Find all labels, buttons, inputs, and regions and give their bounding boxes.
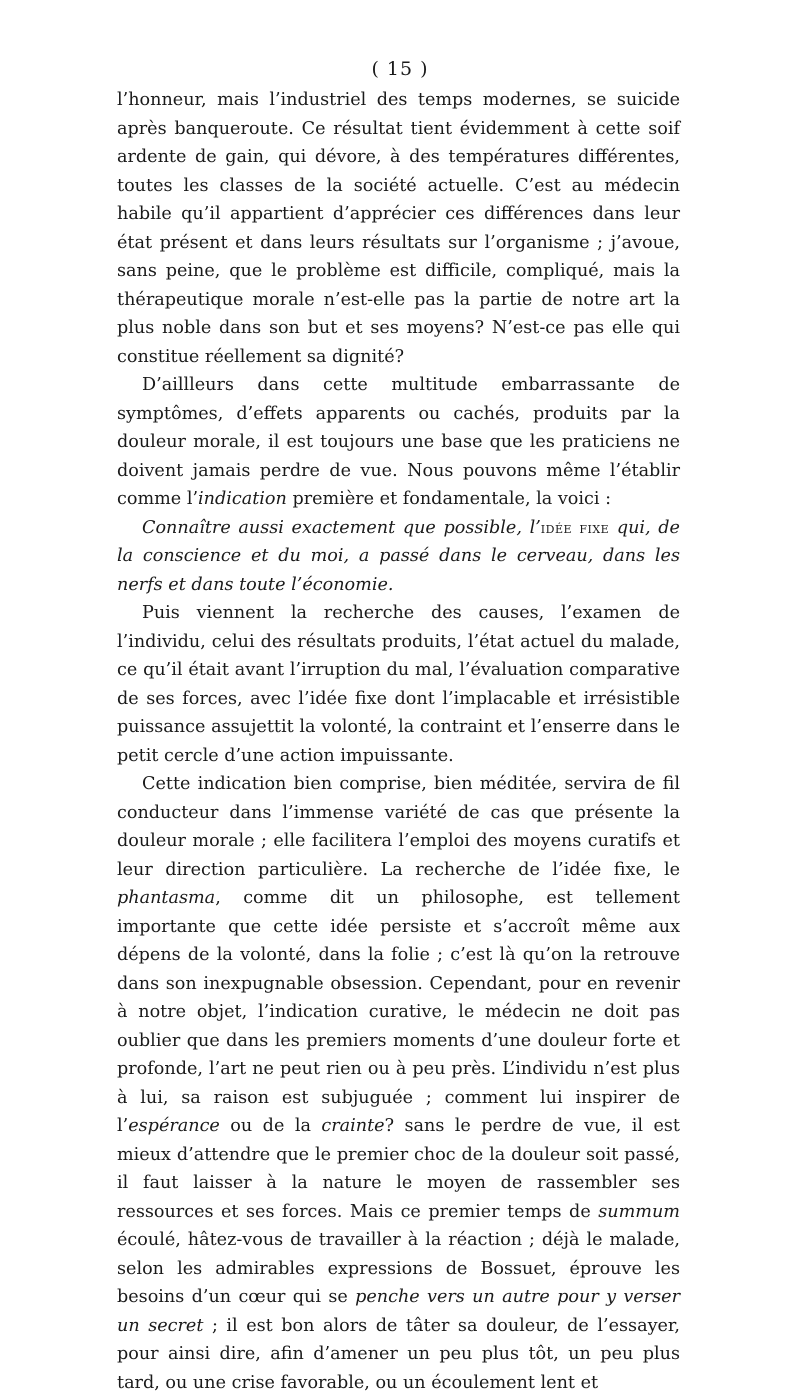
body-text: [117, 86, 680, 1397]
paragraph-3-text-a: Connaître aussi exactement que possible, l’: [142, 517, 541, 538]
paragraph-5-text-i: écoulé, hâtez-vous de travailler à la réaction ; déjà le malade, selon les admirables expressions de Bossuet, éprouve les besoins d’un cœur qui se: [117, 1230, 680, 1307]
paragraph-2-text-c: première et fondamentale, la voici :: [286, 489, 612, 509]
paragraph-5-text-e: ou de la: [219, 1116, 322, 1136]
bossuet-quote: penche vers un autre pour y verser un secret: [117, 1287, 680, 1336]
paragraph-3-definition: [117, 514, 680, 600]
phantasma-term: phantasma: [117, 888, 216, 908]
summum-term: summum: [598, 1201, 680, 1222]
indication-term: indication: [198, 489, 287, 509]
paragraph-5-text-c: , comme dit un philosophe, est tellement importante que cette idée persiste et s’accroît même aux dépens de la volonté, dans la folie ; c’est là qu’on la retrouve dans son inexpugnable obsession. Cependant, pour en revenir à notre objet, l’indication curative, le médecin ne doit pas oublier que dans les premiers moments d’une douleur forte et profonde, l’art ne peut rien ou à peu près. L’individu n’est plus à lui, sa raison est subjuguée ; comment lui inspirer de l’: [117, 888, 680, 1136]
esperance-term: espérance: [128, 1116, 220, 1136]
paragraph-5-text-g: ? sans le perdre de vue, il est mieux d’attendre que le premier choc de la douleur soit passé, il faut laisser à la nature le moyen de rassembler ses ressources et ses forces. Mais ce premier temps de: [117, 1116, 680, 1222]
paragraph-5: [117, 770, 680, 1397]
paragraph-1: l’honneur, mais l’industriel des temps modernes, se suicide après banqueroute. Ce résultat tient évidemment à cette soif ardente de gain, qui dévore, à des températures différentes, toutes les classes de la société actuelle. C’est au médecin habile qu’il appartient d’apprécier ces différences dans leur état présent et dans leurs résultats sur l’organisme ; j’avoue, sans peine, que le problème est difficile, compliqué, mais la thérapeutique morale n’est-elle pas la partie de notre art la plus noble dans son but et ses moyens? N’est-ce pas elle qui constitue réellement sa dignité?: [117, 90, 680, 367]
paragraph-5-text-k: ; il est bon alors de tâter sa douleur, de l’essayer, pour ainsi dire, afin d’amener un peu plus tôt, un peu plus tard, ou une crise favorable, ou un écoulement lent et: [117, 1315, 680, 1393]
page-number: ( 15 ): [371, 58, 429, 80]
idee-fixe-term: idée fixe: [540, 518, 610, 537]
paragraph-4: Puis viennent la recherche des causes, l’examen de l’individu, celui des résultats produits, l’état actuel du malade, ce qu’il était avant l’irruption du mal, l’évaluation comparative de ses forces, avec l’idée fixe dont l’implacable et irrésistible puissance assujettit la volonté, la contraint et l’enserre dans le petit cercle d’une action impuissante.: [117, 603, 680, 766]
paragraph-5-text-a: Cette indication bien comprise, bien méditée, servira de fil conducteur dans l’immense variété de cas que présente la douleur morale ; elle facilitera l’emploi des moyens curatifs et leur direction particulière. La recherche de l’idée fixe, le: [117, 774, 680, 880]
crainte-term: crainte: [321, 1116, 385, 1136]
paragraph-2-text-a: D’aillleurs dans cette multitude embarrassante de symptômes, d’effets apparents ou cachés, produits par la douleur morale, il est toujours une base que les praticiens ne doivent jamais perdre de vue. Nous pouvons même l’établir comme l’: [117, 375, 680, 509]
paragraph-3-text-c: qui, de la conscience et du moi, a passé dans le cerveau, dans les nerfs et dans toute l’économie.: [117, 517, 680, 595]
paragraph-2: [117, 371, 680, 514]
